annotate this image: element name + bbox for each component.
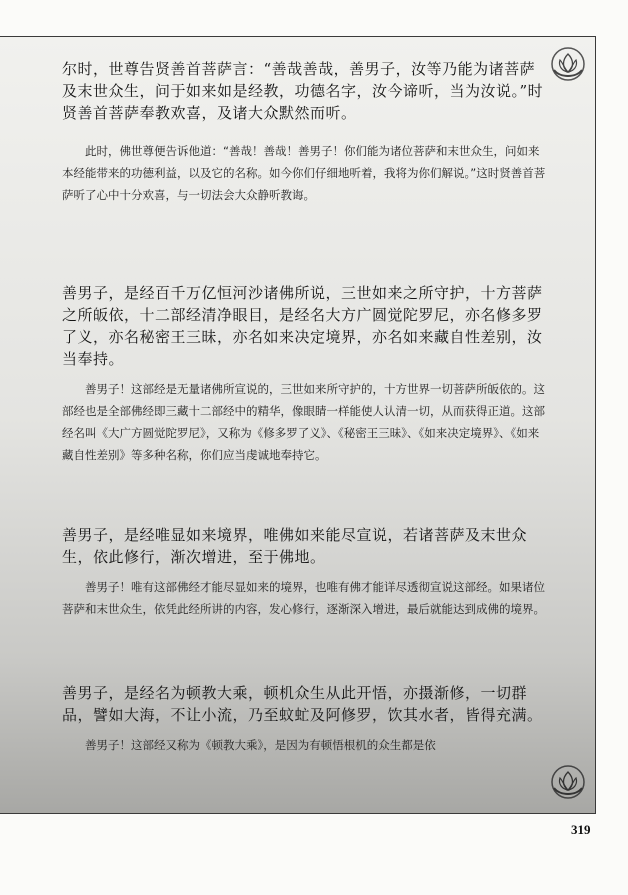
section-3 — [62, 524, 550, 620]
section-4 — [62, 682, 550, 756]
section-1 — [62, 58, 550, 206]
classical-passage: 善男子，是经名为顿教大乘，顿机众生从此开悟，亦摄渐修，一切群品，譬如大海，不让小流，乃至蚊虻及阿修罗，饮其水者，皆得充满。 — [62, 684, 543, 724]
page-number: 319 — [571, 822, 591, 837]
classical-passage: 尔时，世尊告贤善首菩萨言：“善哉善哉，善男子，汝等乃能为诸菩萨及末世众生，问于如来如是经教，功德名字，汝今谛听，当为汝说。”时贤善首菩萨奉教欢喜，及诸大众默然而听。 — [62, 60, 544, 122]
lotus-flower-icon — [548, 44, 588, 84]
classical-passage: 善男子，是经唯显如来境界，唯佛如来能尽宣说，若诸菩萨及末世众生，依此修行，渐次增进，至于佛地。 — [62, 526, 528, 566]
vernacular-translation: 此时，佛世尊便告诉他道：“善哉！善哉！善男子！你们能为诸位菩萨和末世众生，问如来本经能带来的功德利益，以及它的名称。如今你们仔细地听着，我将为你们解说。”这时贤善首菩萨听了心中十分欢喜，与一切法会大众静听教诲。 — [62, 144, 546, 202]
vernacular-translation: 善男子！唯有这部佛经才能尽显如来的境界，也唯有佛才能详尽透彻宣说这部经。如果诸位菩萨和末世众生，依凭此经所讲的内容，发心修行，逐渐深入增进，最后就能达到成佛的境界。 — [62, 580, 545, 616]
classical-passage: 善男子，是经百千万亿恒河沙诸佛所说，三世如来之所守护，十方菩萨之所皈依，十二部经清净眼目，是经名大方广圆觉陀罗尼，亦名修多罗了义，亦名秘密王三昧，亦名如来决定境界，亦名如来藏自性差别，汝当奉持。 — [62, 284, 543, 368]
lotus-flower-icon — [548, 762, 588, 802]
vernacular-translation: 善男子！这部经是无量诸佛所宣说的，三世如来所守护的，十方世界一切菩萨所皈依的。这部经也是全部佛经即三藏十二部经中的精华，像眼睛一样能使人认清一切，从而获得正道。这部经名叫《大广方圆觉陀罗尼》，又称为《修多罗了义》、《秘密王三昧》、《如来决定境界》、《如来藏自性差别》等多种名称，你们应当虔诚地奉持它。 — [62, 382, 545, 462]
vernacular-translation: 善男子！这部经又称为《顿教大乘》，是因为有顿悟根机的众生都是依 — [85, 738, 436, 752]
section-2 — [62, 282, 550, 466]
